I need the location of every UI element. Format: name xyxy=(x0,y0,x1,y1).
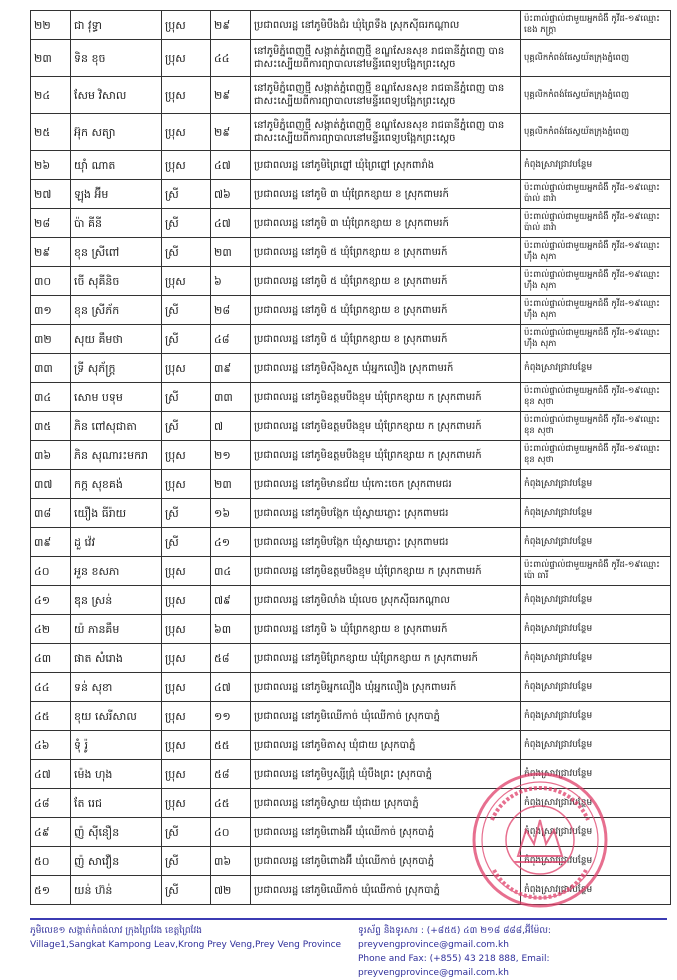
sex-cell: ប្រុស xyxy=(162,702,211,731)
location-cell: ប្រជាពលរដ្ឋ នៅភូមិលាំង ឃុំលេច ស្រុកស៊ីធរកណ្តាល xyxy=(251,586,521,615)
row-number-cell: ២៦ xyxy=(31,151,71,180)
age-cell: ២១ xyxy=(211,441,251,470)
row-number-cell: ២៩ xyxy=(31,238,71,267)
sex-cell: ប្រុស xyxy=(162,586,211,615)
location-cell: ប្រជាពលរដ្ឋ នៅភូមិឧត្តមបឹងខ្មុម ឃុំព្រែកខ្សាយ ក ស្រុកពាមរក៍ xyxy=(251,383,521,412)
status-cell: បុគ្គលិកកំពង់ផែស្វយ័តក្រុងភ្នំពេញ xyxy=(521,77,671,114)
row-number-cell: ៤៧ xyxy=(31,760,71,789)
person-name-cell: ទន់ សុខា xyxy=(71,673,162,702)
table-row xyxy=(31,586,671,615)
status-cell: ប៉ះពាល់ផ្ទាល់ជាមួយអ្នកជំងឺ កូវីដ-១៩ឈ្មោះ ខេង ភក្ត្រា xyxy=(521,11,671,40)
age-cell: ៥៨ xyxy=(211,644,251,673)
row-number-cell: ៣២ xyxy=(31,325,71,354)
status-cell: កំពុងស្រាវជ្រាវបន្ថែម xyxy=(521,528,671,557)
row-number-cell: ៤៩ xyxy=(31,818,71,847)
age-cell: ៣៩ xyxy=(211,354,251,383)
age-cell: ៤៧ xyxy=(211,209,251,238)
person-name-cell: តែ រេជ xyxy=(71,789,162,818)
sex-cell: ស្រី xyxy=(162,180,211,209)
location-cell: ប្រជាពលរដ្ឋ នៅភូមិបឹងជំរ ឃុំព្រៃទឹង ស្រុកស៊ីធរកណ្តាល xyxy=(251,11,521,40)
footer-address-km: ភូមិលេខ១ សង្កាត់កំពង់លាវ ក្រុងព្រៃវែង ខេត្តព្រៃវែង xyxy=(30,926,202,936)
status-cell: បុគ្គលិកកំពង់ផែស្វយ័តក្រុងភ្នំពេញ xyxy=(521,40,671,77)
location-cell: ប្រជាពលរដ្ឋ នៅភូមិ ៥ ឃុំព្រែកខ្សាយ ខ ស្រុកពាមរក៍ xyxy=(251,296,521,325)
location-cell: ប្រជាពលរដ្ឋ នៅភូមិ ៥ ឃុំព្រែកខ្សាយ ខ ស្រុកពាមរក៍ xyxy=(251,325,521,354)
table-row xyxy=(31,383,671,412)
location-cell: ប្រជាពលរដ្ឋ នៅភូមិស៊ីងសួត ឃុំអ្នកលឿង ស្រុកពាមរក៍ xyxy=(251,354,521,383)
table-row xyxy=(31,470,671,499)
age-cell: ២៩ xyxy=(211,114,251,151)
person-name-cell: ញ៉ ស៊ីនឿន xyxy=(71,818,162,847)
person-name-cell: ទ្រី សុភ័ក្ត្រ xyxy=(71,354,162,383)
person-name-cell: អ៊ុក សត្យា xyxy=(71,114,162,151)
location-cell: ប្រជាពលរដ្ឋ នៅភូមិឫស្សីជ្រុំ ឃុំបឹងព្រះ ស្រុកបាភ្នំ xyxy=(251,760,521,789)
location-cell: ប្រជាពលរដ្ឋ នៅភូមិមានជ័យ ឃុំកោះចេក ស្រុកពាមជរ xyxy=(251,470,521,499)
row-number-cell: ២៨ xyxy=(31,209,71,238)
table-row xyxy=(31,702,671,731)
person-name-cell: ប៉ា គីនី xyxy=(71,209,162,238)
age-cell: ៦៣ xyxy=(211,615,251,644)
sex-cell: ស្រី xyxy=(162,209,211,238)
row-number-cell: ៣៧ xyxy=(31,470,71,499)
age-cell: ២៨ xyxy=(211,296,251,325)
row-number-cell: ៣៥ xyxy=(31,412,71,441)
footer-divider xyxy=(30,918,667,920)
row-number-cell: ៤៥ xyxy=(31,702,71,731)
status-cell: កំពុងស្រាវជ្រាវបន្ថែម xyxy=(521,615,671,644)
status-cell: កំពុងស្រាវជ្រាវបន្ថែម xyxy=(521,354,671,383)
row-number-cell: ៥១ xyxy=(31,876,71,905)
location-cell: នៅភូមិភ្នំពេញថ្មី សង្កាត់ភ្នំពេញថ្មី ខណ្ឌសែនសុខ រាជធានីភ្នំពេញ បានជាសះស្បើយពីការព្យាបាលនៅមន្ទីរពេទ្យបង្អែកព្រះស្តេច xyxy=(251,114,521,151)
row-number-cell: ៤៣ xyxy=(31,644,71,673)
table-row xyxy=(31,40,671,77)
table-row xyxy=(31,528,671,557)
person-name-cell: ទុំ រ៉ូ xyxy=(71,731,162,760)
location-cell: ប្រជាពលរដ្ឋ នៅភូមិឈើកាច់ ឃុំឈើកាច់ ស្រុកបាភ្នំ xyxy=(251,702,521,731)
status-cell: ប៉ះពាល់ផ្ទាល់ជាមួយអ្នកជំងឺ កូវីដ-១៩ឈ្មោះ ប៉ោ ធារី xyxy=(521,557,671,586)
status-cell: កំពុងស្រាវជ្រាវបន្ថែម xyxy=(521,789,671,818)
status-cell: ប៉ះពាល់ផ្ទាល់ជាមួយអ្នកជំងឺ កូវីដ-១៩ឈ្មោះ ខុន សុថា xyxy=(521,412,671,441)
footer-contact xyxy=(358,924,667,980)
person-name-cell: ដួ វ៉េវ xyxy=(71,528,162,557)
table-row xyxy=(31,412,671,441)
sex-cell: ស្រី xyxy=(162,238,211,267)
table-row xyxy=(31,209,671,238)
location-cell: ប្រជាពលរដ្ឋ នៅភូមិព្រៃព្នៅ ឃុំព្រៃព្នៅ ស្រុកពារាំង xyxy=(251,151,521,180)
sex-cell: ប្រុស xyxy=(162,40,211,77)
status-cell: កំពុងស្រាវជ្រាវបន្ថែម xyxy=(521,673,671,702)
location-cell: ប្រជាពលរដ្ឋ នៅភូមិ ៥ ឃុំព្រែកខ្សាយ ខ ស្រុកពាមរក៍ xyxy=(251,267,521,296)
row-number-cell: ២៣ xyxy=(31,40,71,77)
age-cell: ១១ xyxy=(211,702,251,731)
sex-cell: ប្រុស xyxy=(162,354,211,383)
location-cell: ប្រជាពលរដ្ឋ នៅភូមិឧត្តមបឹងខ្មុម ឃុំព្រែកខ្សាយ ក ស្រុកពាមរក៍ xyxy=(251,441,521,470)
table-row xyxy=(31,11,671,40)
location-cell: ប្រជាពលរដ្ឋ នៅភូមិ ៦ ឃុំព្រែកខ្សាយ ខ ស្រុកពាមរក៍ xyxy=(251,615,521,644)
location-cell: ប្រជាពលរដ្ឋ នៅភូមិពោងអ៊ី ឃុំឈើកាច់ ស្រុកបាភ្នំ xyxy=(251,847,521,876)
location-cell: ប្រជាពលរដ្ឋ នៅភូមិព្រែកខ្សាយ ឃុំព្រែកខ្សាយ ក ស្រុកពាមរក៍ xyxy=(251,644,521,673)
person-name-cell: ភិន សុណារះមករា xyxy=(71,441,162,470)
location-cell: ប្រជាពលរដ្ឋ នៅភូមិអ្នកលឿង ឃុំអ្នកលឿង ស្រុកពាមរក៍ xyxy=(251,673,521,702)
age-cell: ៧ xyxy=(211,412,251,441)
row-number-cell: ២៥ xyxy=(31,114,71,151)
status-cell: កំពុងស្រាវជ្រាវបន្ថែម xyxy=(521,876,671,905)
status-cell: កំពុងស្រាវជ្រាវបន្ថែម xyxy=(521,702,671,731)
row-number-cell: ៣៤ xyxy=(31,383,71,412)
row-number-cell: ៤៤ xyxy=(31,673,71,702)
person-name-cell: យន់ ហ៊ន់ xyxy=(71,876,162,905)
sex-cell: ប្រុស xyxy=(162,644,211,673)
status-cell: ប៉ះពាល់ផ្ទាល់ជាមួយអ្នកជំងឺ កូវីដ-១៩ឈ្មោះ ខុន សុថា xyxy=(521,441,671,470)
row-number-cell: ៣៨ xyxy=(31,499,71,528)
sex-cell: ស្រី xyxy=(162,528,211,557)
person-name-cell: ជា វុទ្ធា xyxy=(71,11,162,40)
table-row xyxy=(31,267,671,296)
row-number-cell: ៣០ xyxy=(31,267,71,296)
person-name-cell: ខុយ សេរីសាល xyxy=(71,702,162,731)
sex-cell: ស្រី xyxy=(162,412,211,441)
person-name-cell: កក្ក សុខគង់ xyxy=(71,470,162,499)
status-cell: ប៉ះពាល់ផ្ទាល់ជាមួយអ្នកជំងឺ កូវីដ-១៩ឈ្មោះ ខុន សុថា xyxy=(521,383,671,412)
age-cell: ៦ xyxy=(211,267,251,296)
location-cell: ប្រជាពលរដ្ឋ នៅភូមិបង្កែក ឃុំស្វាយភ្លោះ ស្រុកពាមជរ xyxy=(251,528,521,557)
status-cell: កំពុងស្រាវជ្រាវបន្ថែម xyxy=(521,470,671,499)
person-name-cell: ភិន ពៅសុជាតា xyxy=(71,412,162,441)
sex-cell: ប្រុស xyxy=(162,77,211,114)
table-row xyxy=(31,441,671,470)
row-number-cell: ៣១ xyxy=(31,296,71,325)
person-name-cell: យឿង ធីរ៉ាយ xyxy=(71,499,162,528)
sex-cell: ប្រុស xyxy=(162,557,211,586)
sex-cell: ប្រុស xyxy=(162,441,211,470)
row-number-cell: ៤០ xyxy=(31,557,71,586)
table-row xyxy=(31,615,671,644)
table-row xyxy=(31,151,671,180)
status-cell: កំពុងស្រាវជ្រាវបន្ថែម xyxy=(521,731,671,760)
person-name-cell: ឡុង អ៊ីម xyxy=(71,180,162,209)
person-name-cell: យ៉ ភានគឹម xyxy=(71,615,162,644)
sex-cell: ប្រុស xyxy=(162,673,211,702)
age-cell: ៧៦ xyxy=(211,180,251,209)
status-cell: ប៉ះពាល់ផ្ទាល់ជាមួយអ្នកជំងឺ កូវីដ-១៩ឈ្មោះ ហ៊ឹង សុភា xyxy=(521,238,671,267)
sex-cell: ប្រុស xyxy=(162,114,211,151)
sex-cell: ប្រុស xyxy=(162,470,211,499)
sex-cell: ប្រុស xyxy=(162,615,211,644)
row-number-cell: ៤២ xyxy=(31,615,71,644)
row-number-cell: ៥០ xyxy=(31,847,71,876)
table-row xyxy=(31,238,671,267)
person-name-cell: អួន ខសភា xyxy=(71,557,162,586)
table-row xyxy=(31,296,671,325)
location-cell: ប្រជាពលរដ្ឋ នៅភូមិស្វាយ ឃុំជាយ ស្រុកបាភ្នំ xyxy=(251,789,521,818)
sex-cell: ស្រី xyxy=(162,383,211,412)
sex-cell: ប្រុស xyxy=(162,789,211,818)
age-cell: ១៦ xyxy=(211,499,251,528)
status-cell: កំពុងស្រាវជ្រាវបន្ថែម xyxy=(521,151,671,180)
age-cell: ៤៨ xyxy=(211,325,251,354)
sex-cell: ប្រុស xyxy=(162,11,211,40)
sex-cell: ស្រី xyxy=(162,818,211,847)
age-cell: ៥៥ xyxy=(211,731,251,760)
age-cell: ៤៧ xyxy=(211,673,251,702)
table-row xyxy=(31,499,671,528)
status-cell: ប៉ះពាល់ផ្ទាល់ជាមួយអ្នកជំងឺ កូវីដ-១៩ឈ្មោះ ហ៊ឹង សុភា xyxy=(521,296,671,325)
person-name-cell: ចើ សុគីនិច xyxy=(71,267,162,296)
status-cell: កំពុងស្រាវជ្រាវបន្ថែម xyxy=(521,847,671,876)
location-cell: ប្រជាពលរដ្ឋ នៅភូមិតាសុ ឃុំជាយ ស្រុកបាភ្នំ xyxy=(251,731,521,760)
footer-contact-km: ទូរស័ព្ទ និងទូរសារ : (+៨៥៥) ៤៣ ២១៨ ៨៨៨,អ៊ីម៉ែល: preyvengprovince@gmail.com.kh xyxy=(358,926,551,950)
status-cell: កំពុងស្រាវជ្រាវបន្ថែម xyxy=(521,760,671,789)
row-number-cell: ២៤ xyxy=(31,77,71,114)
age-cell: ៤១ xyxy=(211,528,251,557)
status-cell: កំពុងស្រាវជ្រាវបន្ថែម xyxy=(521,644,671,673)
status-cell: ប៉ះពាល់ផ្ទាល់ជាមួយអ្នកជំងឺ កូវីដ-១៩ឈ្មោះ ប៉ាល់ ដាវ៉ា xyxy=(521,209,671,238)
sex-cell: ប្រុស xyxy=(162,267,211,296)
age-cell: ២៩ xyxy=(211,77,251,114)
age-cell: ៣៤ xyxy=(211,557,251,586)
status-cell: បុគ្គលិកកំពង់ផែស្វយ័តក្រុងភ្នំពេញ xyxy=(521,114,671,151)
person-name-cell: សែម វិសាល xyxy=(71,77,162,114)
age-cell: ៤៧ xyxy=(211,151,251,180)
sex-cell: ស្រី xyxy=(162,499,211,528)
location-cell: ប្រជាពលរដ្ឋ នៅភូមិឧត្តមបឹងខ្មុម ឃុំព្រែកខ្សាយ ក ស្រុកពាមរក៍ xyxy=(251,557,521,586)
sex-cell: ប្រុស xyxy=(162,731,211,760)
person-name-cell: សោម បទុម xyxy=(71,383,162,412)
sex-cell: ស្រី xyxy=(162,296,211,325)
status-cell: ប៉ះពាល់ផ្ទាល់ជាមួយអ្នកជំងឺ កូវីដ-១៩ឈ្មោះ ហ៊ឹង សុភា xyxy=(521,325,671,354)
row-number-cell: ៤១ xyxy=(31,586,71,615)
age-cell: ៧២ xyxy=(211,876,251,905)
table-row xyxy=(31,557,671,586)
status-cell: ប៉ះពាល់ផ្ទាល់ជាមួយអ្នកជំងឺ កូវីដ-១៩ឈ្មោះ ប៉ាល់ ដាវ៉ា xyxy=(521,180,671,209)
location-cell: ប្រជាពលរដ្ឋ នៅភូមិ ៥ ឃុំព្រែកខ្សាយ ខ ស្រុកពាមរក៍ xyxy=(251,238,521,267)
sex-cell: ស្រី xyxy=(162,847,211,876)
sex-cell: ប្រុស xyxy=(162,151,211,180)
page-footer xyxy=(30,918,667,978)
age-cell: ២៣ xyxy=(211,238,251,267)
age-cell: ៧៩ xyxy=(211,586,251,615)
row-number-cell: ៤៨ xyxy=(31,789,71,818)
status-cell: កំពុងស្រាវជ្រាវបន្ថែម xyxy=(521,818,671,847)
person-name-cell: ខុន ស្រីភ័ក xyxy=(71,296,162,325)
row-number-cell: ២២ xyxy=(31,11,71,40)
location-cell: នៅភូមិភ្នំពេញថ្មី សង្កាត់ភ្នំពេញថ្មី ខណ្ឌសែនសុខ រាជធានីភ្នំពេញ បានជាសះស្បើយពីការព្យាបាលនៅមន្ទីរពេទ្យបង្អែកព្រះស្តេច xyxy=(251,77,521,114)
location-cell: នៅភូមិភ្នំពេញថ្មី សង្កាត់ភ្នំពេញថ្មី ខណ្ឌសែនសុខ រាជធានីភ្នំពេញ បានជាសះស្បើយពីការព្យាបាលនៅមន្ទីរពេទ្យបង្អែកព្រះស្តេច xyxy=(251,40,521,77)
table-row xyxy=(31,180,671,209)
person-name-cell: ញ៉ សាវឿន xyxy=(71,847,162,876)
person-name-cell: ឌុន ស្រន់ xyxy=(71,586,162,615)
sex-cell: ស្រី xyxy=(162,325,211,354)
row-number-cell: ៤៦ xyxy=(31,731,71,760)
person-name-cell: ទិន ខុច xyxy=(71,40,162,77)
person-name-cell: ផាត សំរោង xyxy=(71,644,162,673)
location-cell: ប្រជាពលរដ្ឋ នៅភូមិពោងអ៊ី ឃុំឈើកាច់ ស្រុកបាភ្នំ xyxy=(251,818,521,847)
status-cell: ប៉ះពាល់ផ្ទាល់ជាមួយអ្នកជំងឺ កូវីដ-១៩ឈ្មោះ ហ៊ឹង សុភា xyxy=(521,267,671,296)
official-seal xyxy=(470,770,610,910)
sex-cell: ប្រុស xyxy=(162,760,211,789)
location-cell: ប្រជាពលរដ្ឋ នៅភូមិបង្កែក ឃុំស្វាយភ្លោះ ស្រុកពាមជរ xyxy=(251,499,521,528)
location-cell: ប្រជាពលរដ្ឋ នៅភូមិ ៣ ឃុំព្រែកខ្សាយ ខ ស្រុកពាមរក៍ xyxy=(251,180,521,209)
age-cell: ៣៦ xyxy=(211,847,251,876)
person-name-cell: យ៉ាំ ណាត xyxy=(71,151,162,180)
sex-cell: ស្រី xyxy=(162,876,211,905)
age-cell: ២៩ xyxy=(211,11,251,40)
location-cell: ប្រជាពលរដ្ឋ នៅភូមិ ៣ ឃុំព្រែកខ្សាយ ខ ស្រុកពាមរក៍ xyxy=(251,209,521,238)
person-name-cell: ម៉េង ហុង xyxy=(71,760,162,789)
status-cell: កំពុងស្រាវជ្រាវបន្ថែម xyxy=(521,586,671,615)
age-cell: ៣៣ xyxy=(211,383,251,412)
location-cell: ប្រជាពលរដ្ឋ នៅភូមិឈើកាច់ ឃុំឈើកាច់ ស្រុកបាភ្នំ xyxy=(251,876,521,905)
row-number-cell: ៣៦ xyxy=(31,441,71,470)
age-cell: ៥៨ xyxy=(211,760,251,789)
table-row xyxy=(31,673,671,702)
person-name-cell: ខុន ស្រីពៅ xyxy=(71,238,162,267)
age-cell: ៤៤ xyxy=(211,40,251,77)
footer-contact-en: Phone and Fax: (+855) 43 218 888, Email: preyvengprovince@gmail.com.kh xyxy=(358,954,550,978)
table-row xyxy=(31,114,671,151)
footer-address-en: Village1,Sangkat Kampong Leav,Krong Prey Veng,Prey Veng Province xyxy=(30,940,342,950)
row-number-cell: ២៧ xyxy=(31,180,71,209)
location-cell: ប្រជាពលរដ្ឋ នៅភូមិឧត្តមបឹងខ្មុម ឃុំព្រែកខ្សាយ ក ស្រុកពាមរក៍ xyxy=(251,412,521,441)
row-number-cell: ៣៩ xyxy=(31,528,71,557)
row-number-cell: ៣៣ xyxy=(31,354,71,383)
footer-address xyxy=(30,924,341,952)
age-cell: ៤០ xyxy=(211,818,251,847)
age-cell: ២៣ xyxy=(211,470,251,499)
status-cell: កំពុងស្រាវជ្រាវបន្ថែម xyxy=(521,499,671,528)
table-row xyxy=(31,325,671,354)
table-row xyxy=(31,731,671,760)
table-row xyxy=(31,77,671,114)
table-row xyxy=(31,644,671,673)
table-row xyxy=(31,354,671,383)
person-name-cell: សុយ គឹមថា xyxy=(71,325,162,354)
age-cell: ៤៥ xyxy=(211,789,251,818)
